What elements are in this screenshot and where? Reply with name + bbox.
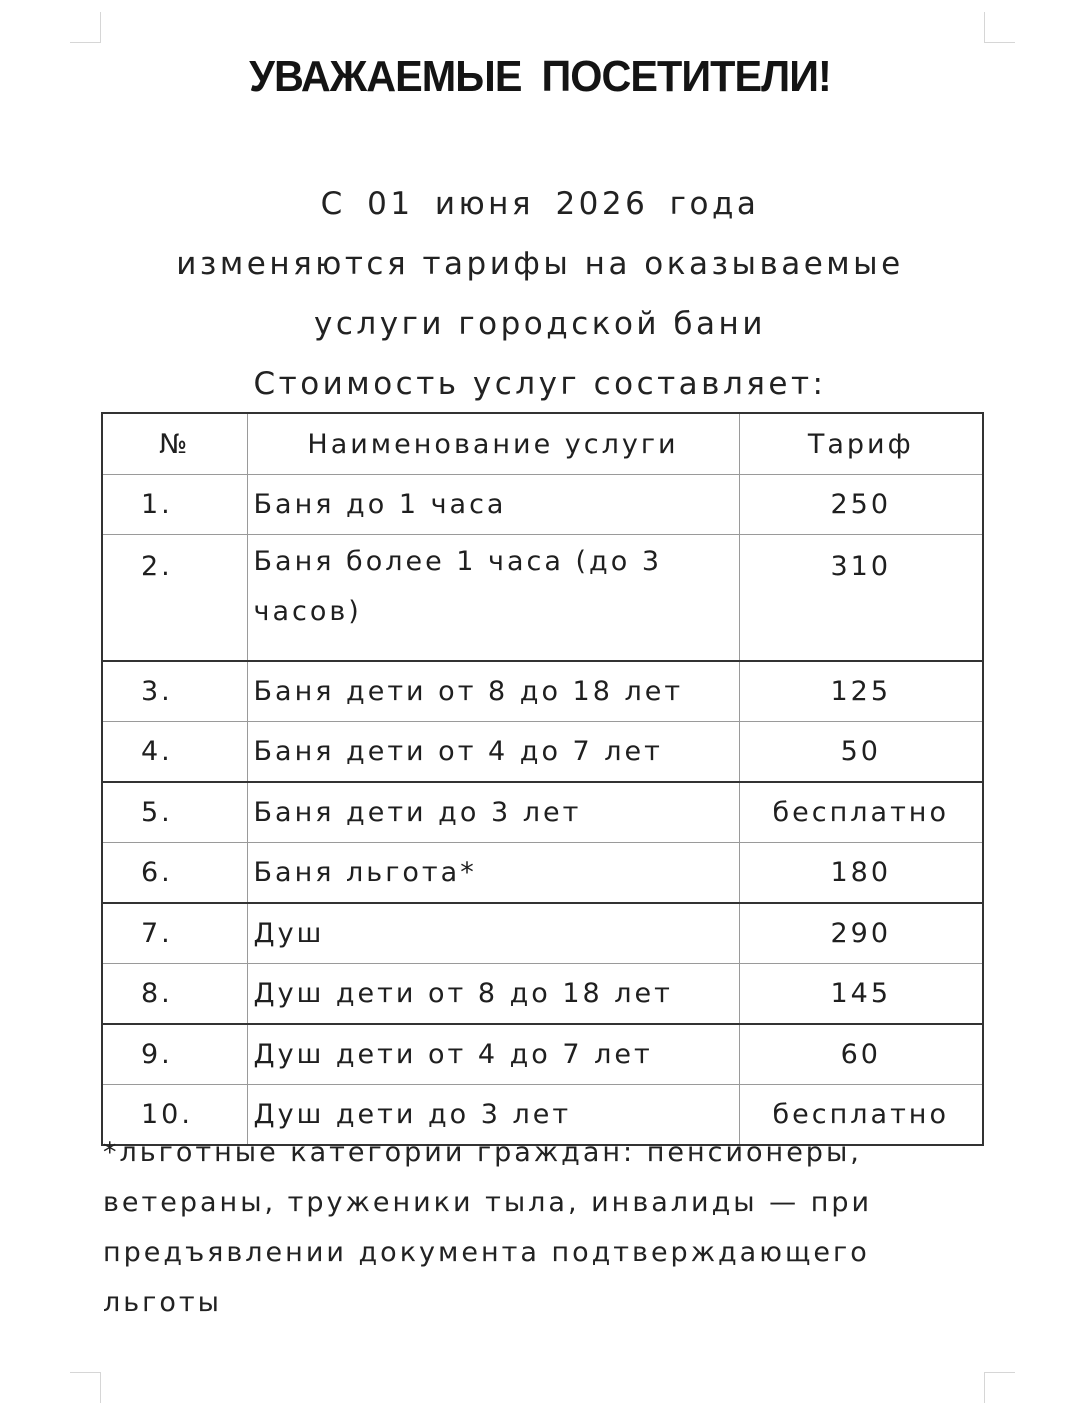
tariff-table xyxy=(101,412,984,1146)
header-num: № xyxy=(102,413,247,475)
table-row xyxy=(102,722,983,783)
footnote: *льготные категории граждан: пенсионеры, ветераны, труженики тыла, инвалиды — при предъявлении документа подтверждающего льготы xyxy=(103,1137,873,1318)
row-tariff: 125 xyxy=(739,661,983,722)
row-num: 4. xyxy=(102,722,247,783)
header-tariff: Тариф xyxy=(739,413,983,475)
row-service-name: Баня более 1 часа (до 3 часов) xyxy=(247,535,739,662)
row-num: 3. xyxy=(102,661,247,722)
row-tariff: 50 xyxy=(739,722,983,783)
table-row xyxy=(102,1024,983,1085)
row-tariff: бесплатно xyxy=(739,1085,983,1146)
intro-cost-line: Стоимость услуг составляет: xyxy=(253,366,827,402)
row-service-name: Душ дети от 8 до 18 лет xyxy=(247,964,739,1025)
table-row xyxy=(102,903,983,964)
row-num: 5. xyxy=(102,782,247,843)
table-row xyxy=(102,535,983,662)
row-tariff: 310 xyxy=(739,535,983,662)
row-tariff: 290 xyxy=(739,903,983,964)
intro-change-line: изменяются тарифы на оказываемые xyxy=(176,246,904,282)
row-service-name: Душ дети до 3 лет xyxy=(247,1085,739,1146)
row-service-name: Душ дети от 4 до 7 лет xyxy=(247,1024,739,1085)
row-num: 7. xyxy=(102,903,247,964)
crop-mark-top-left xyxy=(70,12,101,43)
row-service-name: Баня льгота* xyxy=(247,843,739,904)
crop-mark-bottom-left xyxy=(70,1372,101,1403)
row-tariff: 250 xyxy=(739,475,983,535)
row-service-name: Душ xyxy=(247,903,739,964)
table-row xyxy=(102,661,983,722)
row-service-name: Баня дети до 3 лет xyxy=(247,782,739,843)
row-num: 2. xyxy=(102,535,247,662)
intro-services-line: услуги городской бани xyxy=(314,306,766,342)
intro-date-line: С 01 июня 2026 года xyxy=(320,186,760,222)
table-row xyxy=(102,475,983,535)
row-service-name: Баня дети от 4 до 7 лет xyxy=(247,722,739,783)
row-service-name: Баня дети от 8 до 18 лет xyxy=(247,661,739,722)
page-title: УВАЖАЕМЫЕ ПОСЕТИТЕЛИ! xyxy=(249,52,831,101)
row-tariff: бесплатно xyxy=(739,782,983,843)
row-tariff: 145 xyxy=(739,964,983,1025)
crop-mark-bottom-right xyxy=(984,1372,1015,1403)
row-num: 6. xyxy=(102,843,247,904)
table-row xyxy=(102,782,983,843)
row-num: 9. xyxy=(102,1024,247,1085)
row-num: 1. xyxy=(102,475,247,535)
row-tariff: 180 xyxy=(739,843,983,904)
row-num: 8. xyxy=(102,964,247,1025)
row-service-name: Баня до 1 часа xyxy=(247,475,739,535)
table-row xyxy=(102,964,983,1025)
header-service-name: Наименование услуги xyxy=(247,413,739,475)
row-tariff: 60 xyxy=(739,1024,983,1085)
crop-mark-top-right xyxy=(984,12,1015,43)
table-header-row xyxy=(102,413,983,475)
table-row xyxy=(102,843,983,904)
row-num: 10. xyxy=(102,1085,247,1146)
